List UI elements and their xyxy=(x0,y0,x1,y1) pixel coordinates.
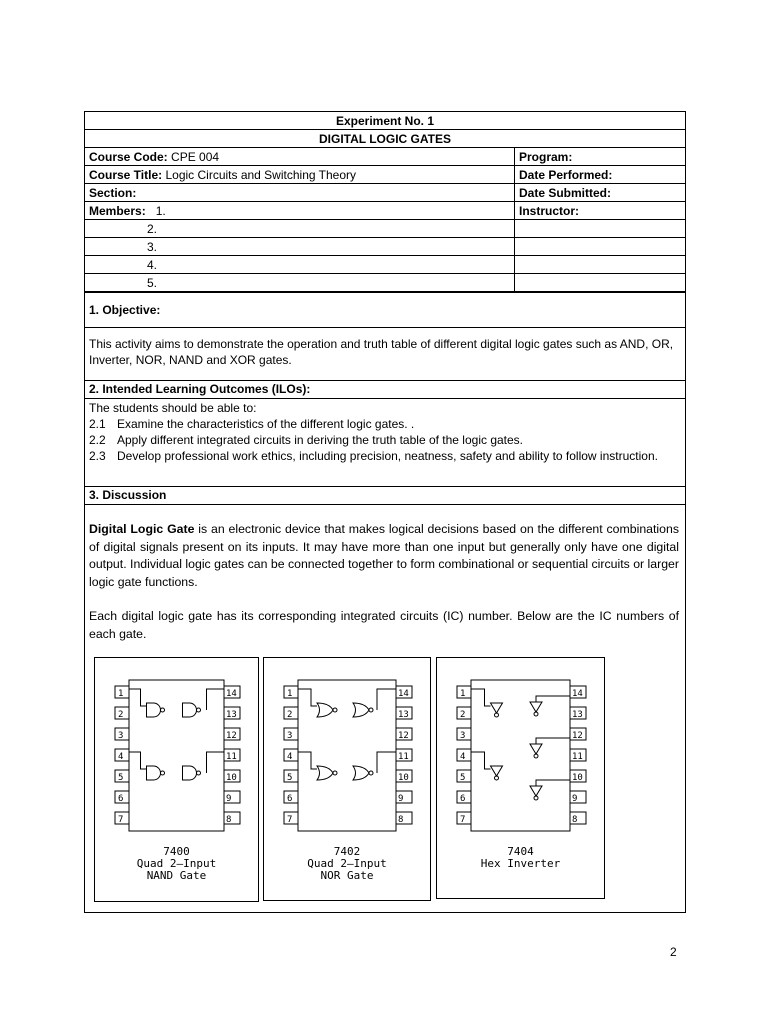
ilo-item xyxy=(89,416,681,432)
discussion-paragraph-2: Each digital logic gate has its corresponding integrated circuits (IC) number. Below are the IC numbers of each gate. xyxy=(89,609,679,641)
members-cell xyxy=(85,202,515,220)
pin-number: 3 xyxy=(287,731,293,741)
members-label: Members: xyxy=(89,203,146,218)
ilo-text: Examine the characteristics of the different logic gates. . xyxy=(117,417,415,431)
pin-number: 4 xyxy=(460,752,466,762)
nand-gate-symbol xyxy=(147,703,161,717)
date-performed-label: Date Performed: xyxy=(515,166,686,184)
pin-number: 13 xyxy=(226,710,237,720)
inverter-symbol xyxy=(530,702,542,712)
ilo-text: Apply different integrated circuits in deriving the truth table of the logic gates. xyxy=(117,433,524,447)
experiment-sheet xyxy=(84,111,686,913)
pin-number: 8 xyxy=(226,815,232,825)
pin-number: 5 xyxy=(460,773,466,783)
pin-number: 1 xyxy=(287,689,293,699)
pin-number: 7 xyxy=(287,815,293,825)
internal-wire xyxy=(536,780,570,786)
inversion-bubble xyxy=(161,708,165,712)
discussion-title: 3. Discussion xyxy=(85,486,685,504)
discussion-paragraph-1 xyxy=(89,521,679,591)
member-3: 3. xyxy=(85,238,515,256)
inverter-symbol xyxy=(491,766,503,776)
discussion-body xyxy=(85,504,685,643)
course-code-label: Course Code: xyxy=(89,149,168,164)
page-number: 2 xyxy=(670,945,677,959)
ilos-body xyxy=(85,398,685,486)
member-1: 1. xyxy=(155,203,166,218)
inversion-bubble xyxy=(197,771,201,775)
pin-number: 3 xyxy=(118,731,124,741)
pin-number: 1 xyxy=(460,689,466,699)
course-title-value: Logic Circuits and Switching Theory xyxy=(165,167,357,182)
pin-number: 8 xyxy=(572,815,578,825)
pin-number: 12 xyxy=(226,731,237,741)
course-code-value: CPE 004 xyxy=(171,149,220,164)
pin-number: 2 xyxy=(118,710,124,720)
internal-wire xyxy=(207,689,225,710)
internal-wire xyxy=(471,689,491,706)
nand-gate-symbol xyxy=(183,766,197,780)
internal-wire xyxy=(377,689,396,710)
ic-description-label: NAND Gate xyxy=(146,869,207,882)
instructor-label: Instructor: xyxy=(515,202,686,220)
inversion-bubble xyxy=(333,771,337,775)
section-label: Section: xyxy=(85,184,515,202)
pin-number: 3 xyxy=(460,731,466,741)
inversion-bubble xyxy=(161,771,165,775)
ic-description-label: Quad 2–Input xyxy=(307,857,387,870)
pin-number: 10 xyxy=(226,773,237,783)
experiment-title: DIGITAL LOGIC GATES xyxy=(85,130,685,148)
course-code-cell xyxy=(85,148,515,166)
pin-number: 2 xyxy=(460,710,466,720)
pin-number: 8 xyxy=(398,815,404,825)
inversion-bubble xyxy=(369,771,373,775)
ic-figure-7400 xyxy=(94,657,259,902)
ic-body xyxy=(298,680,396,831)
pin-number: 9 xyxy=(572,794,578,804)
ilo-text: Develop professional work ethics, including precision, neatness, safety and ability to follow instruction. xyxy=(117,449,658,463)
ic-description-label: Quad 2–Input xyxy=(136,857,217,870)
blank-cell xyxy=(515,220,686,238)
ic-figure-7404 xyxy=(436,657,605,899)
pin-number: 13 xyxy=(572,710,583,720)
ilo-item xyxy=(89,432,681,448)
internal-wire xyxy=(298,689,317,706)
pin-number: 11 xyxy=(398,752,409,762)
pin-number: 1 xyxy=(118,689,124,699)
pin-number: 14 xyxy=(226,689,237,699)
pin-number: 10 xyxy=(572,773,583,783)
ilo-number: 2.2 xyxy=(89,433,106,447)
ic-7402-diagram xyxy=(264,658,430,900)
ilos-intro: The students should be able to: xyxy=(89,401,257,415)
pin-number: 9 xyxy=(226,794,232,804)
internal-wire xyxy=(536,738,570,744)
pin-number: 9 xyxy=(398,794,404,804)
member-4: 4. xyxy=(85,256,515,274)
ic-number-label: 7402 xyxy=(333,845,361,858)
pin-number: 10 xyxy=(398,773,409,783)
nand-gate-symbol xyxy=(147,766,161,780)
inversion-bubble xyxy=(369,708,373,712)
member-2: 2. xyxy=(85,220,515,238)
pin-number: 7 xyxy=(460,815,466,825)
pin-number: 6 xyxy=(118,794,124,804)
pin-number: 13 xyxy=(398,710,409,720)
ic-7404-diagram xyxy=(437,658,604,898)
ic-description-label: Hex Inverter xyxy=(480,857,561,870)
internal-wire xyxy=(377,752,396,773)
ic-body xyxy=(129,680,224,831)
blank-cell xyxy=(515,256,686,274)
pin-number: 6 xyxy=(287,794,293,804)
internal-wire xyxy=(471,752,491,769)
pin-number: 12 xyxy=(398,731,409,741)
ilo-item xyxy=(89,448,681,464)
blank-cell xyxy=(515,274,686,292)
member-5: 5. xyxy=(85,274,515,292)
header-table xyxy=(85,112,685,292)
ic-number-label: 7404 xyxy=(507,845,534,858)
experiment-number: Experiment No. 1 xyxy=(85,112,685,130)
inversion-bubble xyxy=(333,708,337,712)
inverter-symbol xyxy=(530,744,542,754)
course-title-label: Course Title: xyxy=(89,167,163,182)
internal-wire xyxy=(207,752,225,773)
pin-number: 12 xyxy=(572,731,583,741)
internal-wire xyxy=(298,752,317,769)
ic-number-label: 7400 xyxy=(163,845,190,858)
pin-number: 6 xyxy=(460,794,466,804)
discussion-term: Digital Logic Gate xyxy=(89,522,195,536)
date-submitted-label: Date Submitted: xyxy=(515,184,686,202)
pin-number: 11 xyxy=(226,752,237,762)
pin-number: 5 xyxy=(118,773,124,783)
internal-wire xyxy=(536,696,570,702)
pin-number: 11 xyxy=(572,752,583,762)
nor-gate-symbol xyxy=(317,766,333,780)
ic-figures xyxy=(94,657,678,905)
inverter-symbol xyxy=(530,786,542,796)
pin-number: 5 xyxy=(287,773,293,783)
pin-number: 2 xyxy=(287,710,293,720)
course-title-cell xyxy=(85,166,515,184)
pin-number: 14 xyxy=(572,689,583,699)
objective-title: 1. Objective: xyxy=(85,292,685,327)
internal-wire xyxy=(129,752,147,769)
ic-description-label: NOR Gate xyxy=(320,869,374,882)
internal-wire xyxy=(129,689,147,706)
ilo-number: 2.1 xyxy=(89,417,106,431)
pin-number: 4 xyxy=(118,752,124,762)
blank-cell xyxy=(515,238,686,256)
inverter-symbol xyxy=(491,703,503,713)
nor-gate-symbol xyxy=(353,766,369,780)
pin-number: 4 xyxy=(287,752,293,762)
program-label: Program: xyxy=(515,148,686,166)
nand-gate-symbol xyxy=(183,703,197,717)
nor-gate-symbol xyxy=(353,703,369,717)
ilo-number: 2.3 xyxy=(89,449,106,463)
objective-text: This activity aims to demonstrate the operation and truth table of different digital logic gates such as AND, OR, Inverter, NOR, NAND and XOR gates. xyxy=(85,327,685,380)
ic-figure-7402 xyxy=(263,657,431,901)
nor-gate-symbol xyxy=(317,703,333,717)
ilos-title: 2. Intended Learning Outcomes (ILOs): xyxy=(85,380,685,398)
pin-number: 7 xyxy=(118,815,124,825)
discussion-definition: is an electronic device that makes logical decisions based on the different combinations of digital signals present on its inputs. It may have more than one input but generally only have one digital output. Individual logic gates can be connected together to form combinational or sequential circuits or larger logic gate functions. xyxy=(89,522,679,589)
pin-number: 14 xyxy=(398,689,409,699)
inversion-bubble xyxy=(197,708,201,712)
ic-body xyxy=(471,680,570,831)
ic-7400-diagram xyxy=(95,658,258,901)
